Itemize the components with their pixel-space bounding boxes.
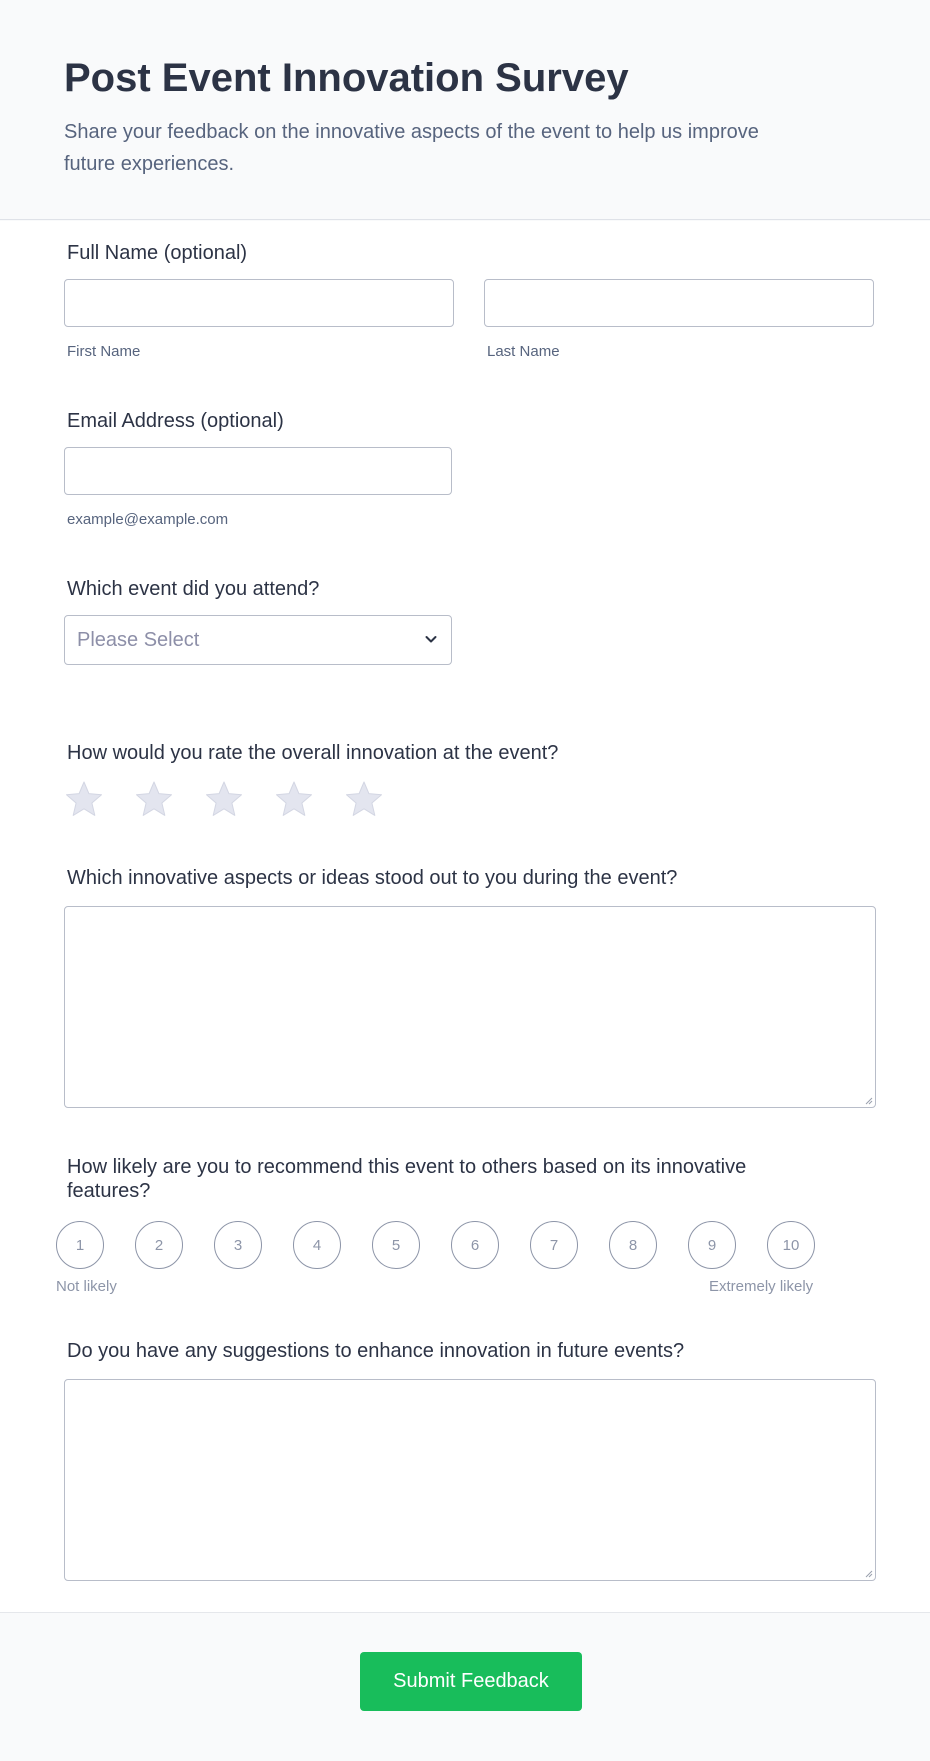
full-name-row [64, 279, 876, 360]
event-field [64, 577, 876, 665]
scale-option-4[interactable]: 4 [293, 1221, 341, 1269]
recommend-label: How likely are you to recommend this event to others based on its innovative features? [67, 1156, 747, 1202]
first-name-input[interactable] [64, 279, 454, 327]
email-input[interactable] [64, 447, 452, 495]
scale-option-6[interactable]: 6 [451, 1221, 499, 1269]
resize-grip-icon[interactable] [863, 1095, 873, 1105]
star-icon[interactable] [344, 779, 384, 819]
star-icon[interactable] [204, 779, 244, 819]
email-sublabel: example@example.com [67, 511, 229, 528]
scale-option-9[interactable]: 9 [688, 1221, 736, 1269]
chevron-down-icon [423, 631, 439, 647]
rating-label: How would you rate the overall innovation at the event? [67, 742, 559, 764]
page-subtitle: Share your feedback on the innovative aspects of the event to help us improve future experiences. [64, 121, 759, 175]
recommend-scale [56, 1221, 876, 1295]
star-icon[interactable] [64, 779, 104, 819]
email-label: Email Address (optional) [67, 410, 284, 432]
last-name-sublabel: Last Name [487, 343, 560, 360]
page-title: Post Event Innovation Survey [64, 56, 629, 100]
recommend-field [56, 1155, 876, 1295]
event-label: Which event did you attend? [67, 578, 320, 600]
email-field [64, 409, 876, 528]
scale-option-10[interactable]: 10 [767, 1221, 815, 1269]
first-name-sublabel: First Name [67, 343, 141, 360]
scale-low-hint: Not likely [56, 1278, 117, 1295]
suggestions-textarea[interactable] [64, 1379, 876, 1581]
scale-option-1[interactable]: 1 [56, 1221, 104, 1269]
suggestions-field [64, 1339, 876, 1581]
event-select[interactable] [64, 615, 452, 665]
star-icon[interactable] [134, 779, 174, 819]
submit-feedback-button[interactable]: Submit Feedback [360, 1652, 582, 1711]
star-rating [64, 779, 876, 819]
scale-option-3[interactable]: 3 [214, 1221, 262, 1269]
aspects-label: Which innovative aspects or ideas stood out to you during the event? [67, 867, 678, 889]
form-header [0, 0, 930, 220]
scale-option-5[interactable]: 5 [372, 1221, 420, 1269]
scale-option-7[interactable]: 7 [530, 1221, 578, 1269]
aspects-field [64, 866, 876, 1108]
form-body [0, 221, 930, 1612]
suggestions-label: Do you have any suggestions to enhance innovation in future events? [67, 1340, 685, 1362]
resize-grip-icon[interactable] [863, 1568, 873, 1578]
scale-option-2[interactable]: 2 [135, 1221, 183, 1269]
email-row [64, 447, 876, 528]
event-select-value: Please Select [77, 629, 200, 651]
full-name-label: Full Name (optional) [67, 242, 248, 264]
form-footer [0, 1612, 930, 1761]
scale-option-8[interactable]: 8 [609, 1221, 657, 1269]
aspects-textarea[interactable] [64, 906, 876, 1108]
last-name-input[interactable] [484, 279, 874, 327]
full-name-field [64, 241, 876, 360]
rating-field [64, 741, 876, 819]
star-icon[interactable] [274, 779, 314, 819]
scale-high-hint: Extremely likely [709, 1278, 814, 1295]
